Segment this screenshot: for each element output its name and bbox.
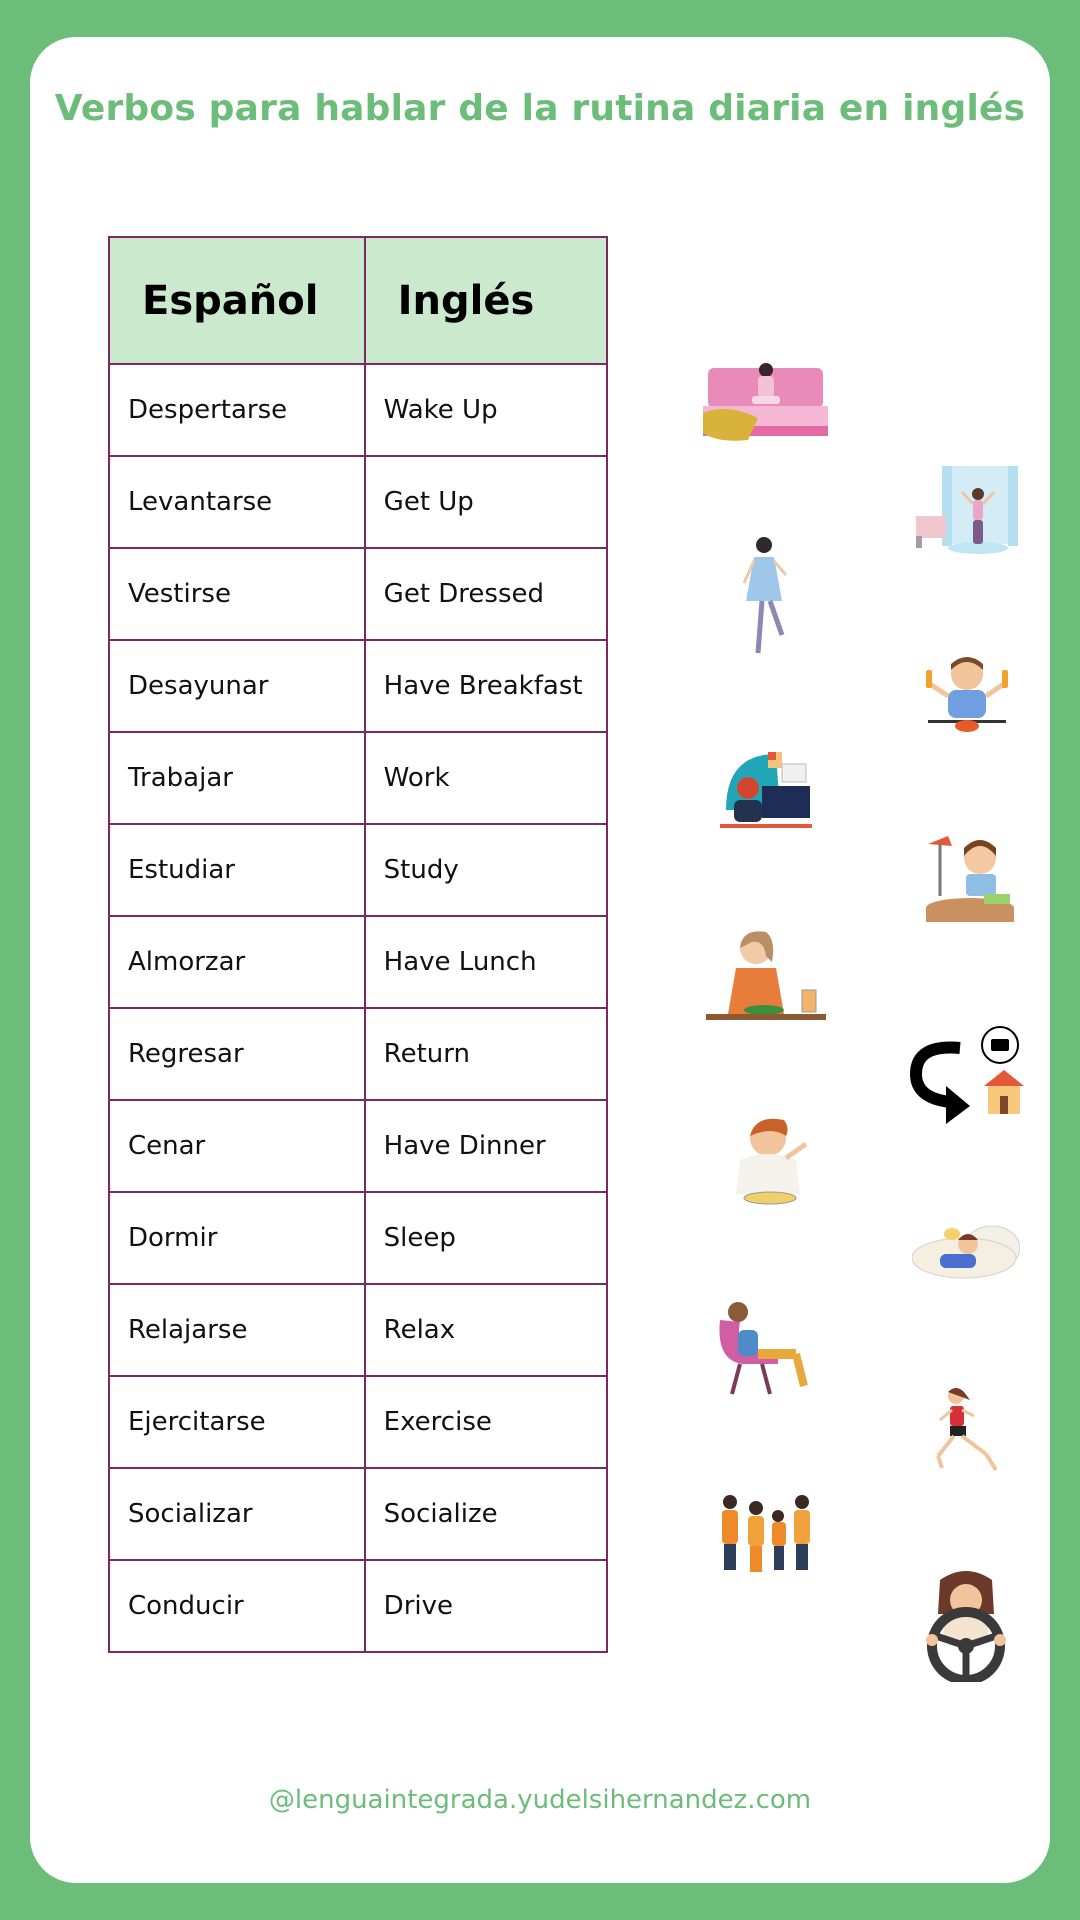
table-header-row bbox=[109, 237, 607, 364]
english-verb: Have Breakfast bbox=[365, 640, 607, 732]
spanish-verb: Estudiar bbox=[109, 824, 365, 916]
getting-up-at-window-illustration bbox=[916, 466, 1020, 556]
breakfast-illustration bbox=[918, 656, 1016, 736]
table-row bbox=[109, 640, 607, 732]
page-title: Verbos para hablar de la rutina diaria en inglés bbox=[54, 88, 1026, 129]
english-verb: Relax bbox=[365, 1284, 607, 1376]
table-row bbox=[109, 548, 607, 640]
english-verb: Have Lunch bbox=[365, 916, 607, 1008]
running-exercise-illustration bbox=[930, 1386, 1002, 1476]
sleeping-illustration bbox=[912, 1224, 1020, 1284]
spanish-verb: Trabajar bbox=[109, 732, 365, 824]
english-verb: Work bbox=[365, 732, 607, 824]
waking-up-in-bed-illustration bbox=[698, 358, 832, 443]
spanish-verb: Vestirse bbox=[109, 548, 365, 640]
english-verb: Drive bbox=[365, 1560, 607, 1652]
footer-website: @lenguaintegrada.yudelsihernandez.com bbox=[268, 1785, 812, 1815]
english-verb: Study bbox=[365, 824, 607, 916]
english-verb: Exercise bbox=[365, 1376, 607, 1468]
spanish-verb: Levantarse bbox=[109, 456, 365, 548]
english-verb: Get Dressed bbox=[365, 548, 607, 640]
eating-dinner-illustration bbox=[720, 1114, 810, 1206]
spanish-verb: Relajarse bbox=[109, 1284, 365, 1376]
spanish-verb: Despertarse bbox=[109, 364, 365, 456]
table-row bbox=[109, 1468, 607, 1560]
english-verb: Socialize bbox=[365, 1468, 607, 1560]
table-row bbox=[109, 1284, 607, 1376]
spanish-verb: Desayunar bbox=[109, 640, 365, 732]
spanish-verb: Conducir bbox=[109, 1560, 365, 1652]
table-row bbox=[109, 732, 607, 824]
getting-dressed-illustration bbox=[738, 535, 794, 659]
english-verb: Return bbox=[365, 1008, 607, 1100]
table-row bbox=[109, 1008, 607, 1100]
spanish-verb: Dormir bbox=[109, 1192, 365, 1284]
table-row bbox=[109, 824, 607, 916]
studying-at-desk-illustration bbox=[922, 836, 1016, 928]
table-row bbox=[109, 1100, 607, 1192]
table-row bbox=[109, 456, 607, 548]
relaxing-in-chair-illustration bbox=[712, 1300, 818, 1396]
header-spanish: Español bbox=[109, 237, 365, 364]
table-row bbox=[109, 1560, 607, 1652]
spanish-verb: Regresar bbox=[109, 1008, 365, 1100]
spanish-verb: Cenar bbox=[109, 1100, 365, 1192]
english-verb: Sleep bbox=[365, 1192, 607, 1284]
spanish-verb: Socializar bbox=[109, 1468, 365, 1560]
working-at-computer-illustration bbox=[720, 750, 812, 832]
english-verb: Get Up bbox=[365, 456, 607, 548]
english-verb: Have Dinner bbox=[365, 1100, 607, 1192]
socializing-group-illustration bbox=[716, 1490, 816, 1576]
return-home-illustration bbox=[906, 1024, 1026, 1126]
table-row bbox=[109, 916, 607, 1008]
english-verb: Wake Up bbox=[365, 364, 607, 456]
spanish-verb: Ejercitarse bbox=[109, 1376, 365, 1468]
eating-lunch-illustration bbox=[706, 928, 826, 1022]
header-english: Inglés bbox=[365, 237, 607, 364]
spanish-verb: Almorzar bbox=[109, 916, 365, 1008]
table-row bbox=[109, 1376, 607, 1468]
driving-illustration bbox=[918, 1570, 1014, 1682]
table-row bbox=[109, 364, 607, 456]
table-row bbox=[109, 1192, 607, 1284]
vocabulary-table bbox=[108, 236, 608, 1653]
